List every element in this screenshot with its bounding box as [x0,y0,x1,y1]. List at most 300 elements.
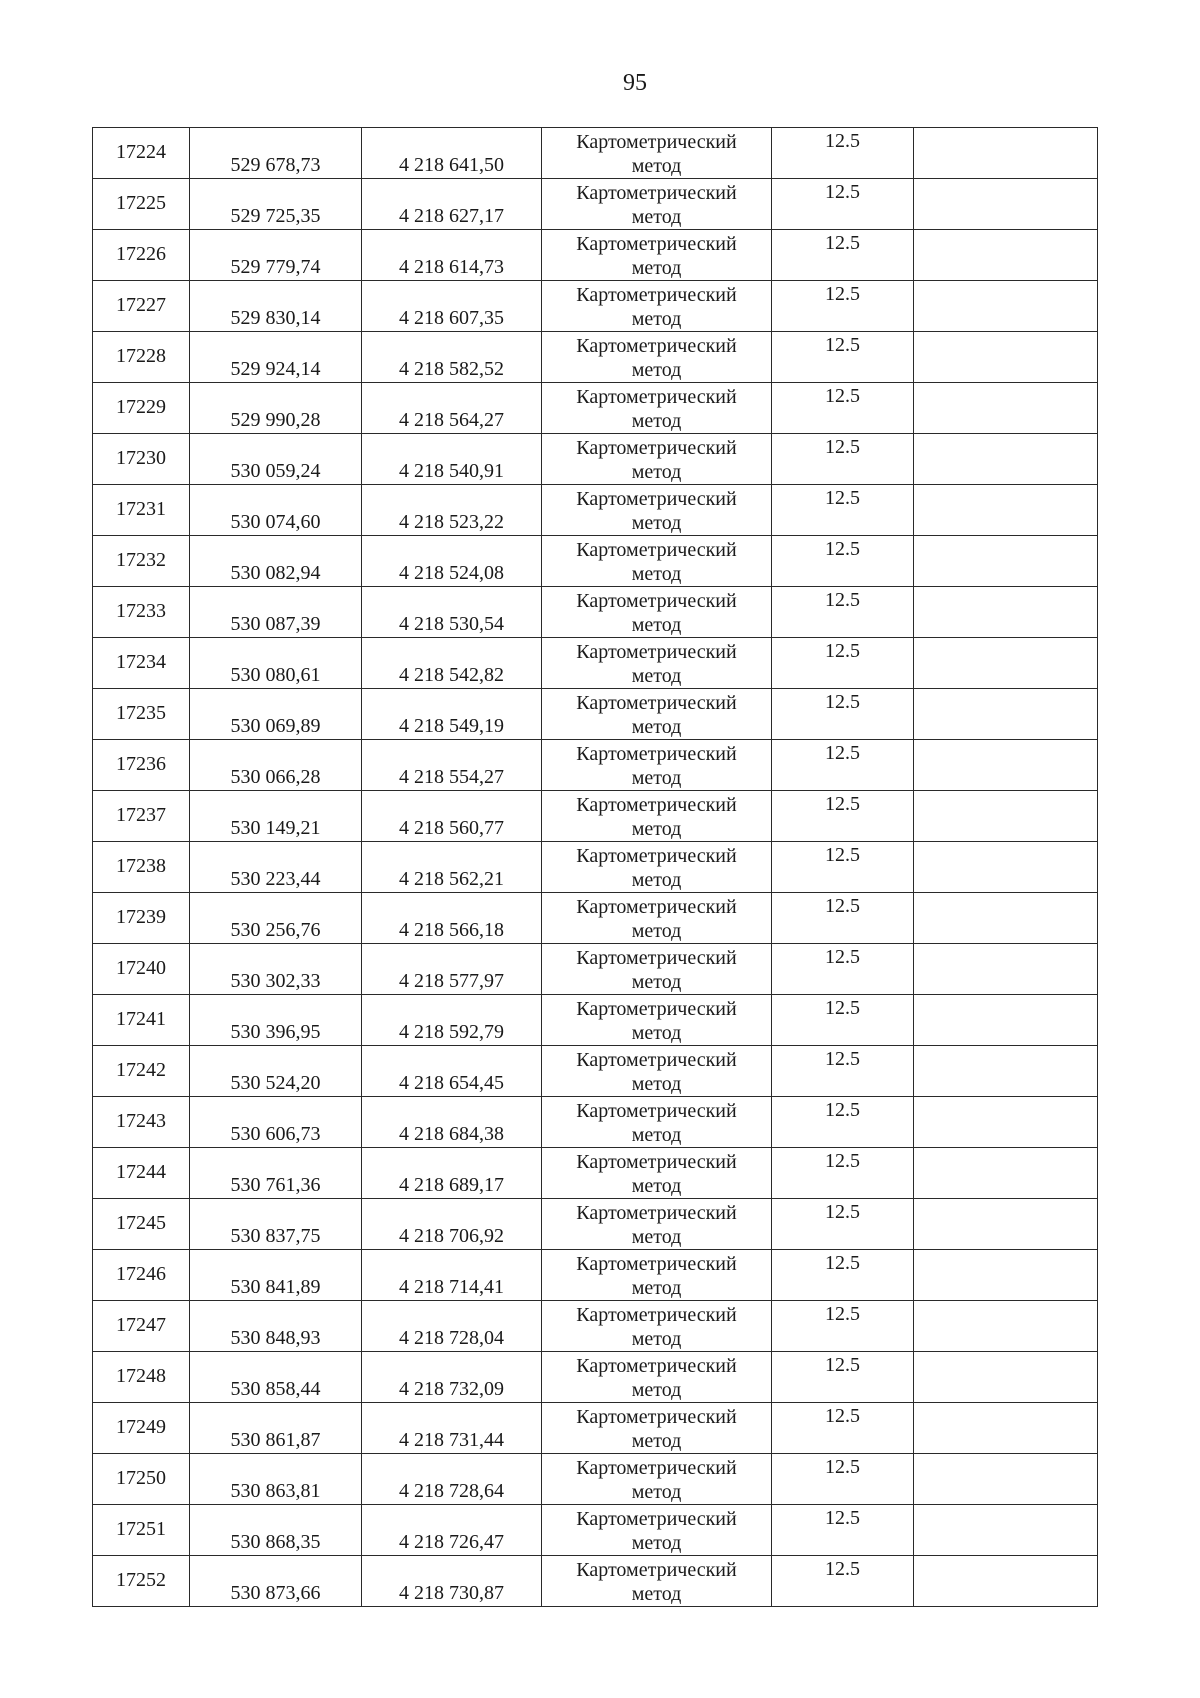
accuracy: 12.5 [825,385,860,407]
method-line-2: метод [631,1124,682,1146]
method-line-1: Картометрический [576,794,737,816]
point-number-cell [93,485,190,536]
y-coordinate: 4 218 654,45 [399,1072,504,1094]
note-cell [914,893,1098,944]
x-coordinate-cell [190,1454,362,1505]
table-row [93,791,1098,842]
table-row [93,1505,1098,1556]
method-line-2: метод [631,818,682,840]
y-coordinate: 4 218 641,50 [399,154,504,176]
x-coordinate: 530 761,36 [230,1174,321,1196]
x-coordinate-cell [190,230,362,281]
y-coordinate: 4 218 582,52 [399,358,504,380]
accuracy-cell [772,383,914,434]
method-cell [542,1148,772,1199]
accuracy-cell [772,689,914,740]
y-coordinate: 4 218 706,92 [399,1225,504,1247]
method [542,334,771,382]
point-number-cell [93,1556,190,1607]
x-coordinate-cell [190,1250,362,1301]
point-number: 17225 [116,192,166,214]
note-cell [914,1097,1098,1148]
method-cell [542,1199,772,1250]
point-number: 17239 [116,906,166,928]
x-coordinate: 530 082,94 [230,562,321,584]
method-line-2: метод [631,971,682,993]
accuracy-cell [772,1352,914,1403]
method [542,487,771,535]
accuracy-cell [772,1199,914,1250]
method [542,181,771,229]
method [542,1150,771,1198]
method-line-2: метод [631,716,682,738]
x-coordinate-cell [190,638,362,689]
point-number-cell [93,1250,190,1301]
y-coordinate-cell [362,944,542,995]
method-cell [542,1250,772,1301]
point-number-cell [93,1505,190,1556]
x-coordinate-cell [190,1097,362,1148]
x-coordinate-cell [190,485,362,536]
point-number: 17244 [116,1161,166,1183]
note-cell [914,1046,1098,1097]
accuracy-cell [772,230,914,281]
method-line-1: Картометрический [576,845,737,867]
y-coordinate: 4 218 577,97 [399,970,504,992]
accuracy-cell [772,638,914,689]
y-coordinate: 4 218 540,91 [399,460,504,482]
y-coordinate: 4 218 592,79 [399,1021,504,1043]
table-body [93,128,1098,1607]
x-coordinate-cell [190,434,362,485]
method-line-2: метод [631,1379,682,1401]
method-line-1: Картометрический [576,1355,737,1377]
point-number: 17226 [116,243,166,265]
point-number: 17247 [116,1314,166,1336]
y-coordinate: 4 218 714,41 [399,1276,504,1298]
method-line-1: Картометрический [576,488,737,510]
accuracy: 12.5 [825,640,860,662]
method-line-2: метод [631,563,682,585]
table-row [93,1046,1098,1097]
point-number: 17246 [116,1263,166,1285]
accuracy: 12.5 [825,436,860,458]
method-line-1: Картометрический [576,692,737,714]
method-line-2: метод [631,308,682,330]
accuracy-cell [772,1301,914,1352]
point-number-cell [93,128,190,179]
method-line-2: метод [631,1226,682,1248]
point-number-cell [93,1046,190,1097]
method [542,691,771,739]
accuracy-cell [772,128,914,179]
y-coordinate-cell [362,1352,542,1403]
method-line-1: Картометрический [576,1253,737,1275]
table-row [93,332,1098,383]
method-line-2: метод [631,1532,682,1554]
accuracy-cell [772,995,914,1046]
note-cell [914,587,1098,638]
point-number-cell [93,1352,190,1403]
method-cell [542,383,772,434]
point-number-cell [93,995,190,1046]
table-row [93,1301,1098,1352]
method-line-1: Картометрический [576,131,737,153]
x-coordinate: 529 990,28 [230,409,321,431]
accuracy-cell [772,1097,914,1148]
method-cell [542,536,772,587]
accuracy: 12.5 [825,1048,860,1070]
note-cell [914,1556,1098,1607]
x-coordinate-cell [190,740,362,791]
method-line-2: метод [631,1073,682,1095]
method [542,385,771,433]
method [542,1099,771,1147]
method [542,538,771,586]
accuracy: 12.5 [825,997,860,1019]
x-coordinate: 530 841,89 [230,1276,321,1298]
method-line-2: метод [631,767,682,789]
y-coordinate: 4 218 627,17 [399,205,504,227]
method-cell [542,1097,772,1148]
accuracy: 12.5 [825,1456,860,1478]
method-line-1: Картометрический [576,590,737,612]
point-number-cell [93,587,190,638]
method-cell [542,1301,772,1352]
accuracy: 12.5 [825,1150,860,1172]
y-coordinate-cell [362,893,542,944]
accuracy: 12.5 [825,334,860,356]
point-number: 17243 [116,1110,166,1132]
accuracy-cell [772,587,914,638]
note-cell [914,1454,1098,1505]
method-cell [542,434,772,485]
method [542,1048,771,1096]
accuracy-cell [772,1454,914,1505]
table-row [93,995,1098,1046]
point-number-cell [93,944,190,995]
accuracy-cell [772,1556,914,1607]
method-cell [542,230,772,281]
note-cell [914,842,1098,893]
table-row [93,842,1098,893]
method-line-2: метод [631,1481,682,1503]
point-number: 17245 [116,1212,166,1234]
method [542,844,771,892]
x-coordinate-cell [190,1301,362,1352]
method [542,130,771,178]
note-cell [914,740,1098,791]
method [542,436,771,484]
accuracy-cell [772,485,914,536]
method-line-1: Картометрический [576,335,737,357]
method-cell [542,638,772,689]
accuracy: 12.5 [825,895,860,917]
point-number-cell [93,740,190,791]
y-coordinate: 4 218 731,44 [399,1429,504,1451]
method [542,589,771,637]
y-coordinate-cell [362,842,542,893]
point-number: 17237 [116,804,166,826]
accuracy: 12.5 [825,538,860,560]
page-number: 95 [623,70,647,96]
x-coordinate-cell [190,791,362,842]
method-cell [542,1352,772,1403]
table-row [93,1199,1098,1250]
note-cell [914,485,1098,536]
coordinates-table [92,127,1098,1607]
x-coordinate: 530 256,76 [230,919,321,941]
y-coordinate: 4 218 562,21 [399,868,504,890]
y-coordinate: 4 218 549,19 [399,715,504,737]
note-cell [914,1199,1098,1250]
y-coordinate-cell [362,128,542,179]
x-coordinate-cell [190,842,362,893]
table-row [93,179,1098,230]
accuracy: 12.5 [825,1405,860,1427]
method [542,1201,771,1249]
method-cell [542,1403,772,1454]
note-cell [914,536,1098,587]
table-row [93,587,1098,638]
method-line-1: Картометрический [576,947,737,969]
point-number: 17236 [116,753,166,775]
point-number-cell [93,1097,190,1148]
y-coordinate: 4 218 566,18 [399,919,504,941]
y-coordinate-cell [362,638,542,689]
method-line-1: Картометрический [576,1304,737,1326]
method-line-1: Картометрический [576,896,737,918]
note-cell [914,179,1098,230]
accuracy-cell [772,1505,914,1556]
table-row [93,485,1098,536]
y-coordinate-cell [362,1199,542,1250]
method [542,1252,771,1300]
y-coordinate: 4 218 560,77 [399,817,504,839]
y-coordinate: 4 218 523,22 [399,511,504,533]
method [542,1405,771,1453]
y-coordinate-cell [362,1250,542,1301]
y-coordinate-cell [362,1301,542,1352]
accuracy-cell [772,536,914,587]
table-row [93,689,1098,740]
accuracy: 12.5 [825,844,860,866]
point-number-cell [93,893,190,944]
x-coordinate: 530 069,89 [230,715,321,737]
point-number: 17241 [116,1008,166,1030]
x-coordinate-cell [190,995,362,1046]
x-coordinate-cell [190,587,362,638]
x-coordinate-cell [190,893,362,944]
note-cell [914,638,1098,689]
accuracy: 12.5 [825,793,860,815]
point-number: 17249 [116,1416,166,1438]
x-coordinate: 530 223,44 [230,868,321,890]
y-coordinate-cell [362,1403,542,1454]
table-row [93,1454,1098,1505]
accuracy: 12.5 [825,1099,860,1121]
method-line-1: Картометрический [576,1151,737,1173]
note-cell [914,128,1098,179]
accuracy: 12.5 [825,1303,860,1325]
accuracy-cell [772,281,914,332]
method [542,232,771,280]
method-line-1: Картометрический [576,386,737,408]
method-line-2: метод [631,359,682,381]
method-line-1: Картометрический [576,641,737,663]
method-line-1: Картометрический [576,1100,737,1122]
method-line-2: метод [631,155,682,177]
method-line-1: Картометрический [576,998,737,1020]
x-coordinate: 530 606,73 [230,1123,321,1145]
x-coordinate: 530 873,66 [230,1582,321,1604]
accuracy-cell [772,434,914,485]
point-number-cell [93,1148,190,1199]
y-coordinate: 4 218 728,64 [399,1480,504,1502]
table-row [93,944,1098,995]
accuracy: 12.5 [825,1507,860,1529]
x-coordinate-cell [190,1556,362,1607]
x-coordinate-cell [190,689,362,740]
accuracy-cell [772,1403,914,1454]
x-coordinate-cell [190,944,362,995]
y-coordinate-cell [362,1505,542,1556]
note-cell [914,434,1098,485]
accuracy-cell [772,740,914,791]
y-coordinate-cell [362,332,542,383]
accuracy: 12.5 [825,1354,860,1376]
method-line-1: Картометрический [576,539,737,561]
method-line-1: Картометрический [576,233,737,255]
method-line-2: метод [631,1430,682,1452]
method-line-2: метод [631,1022,682,1044]
x-coordinate: 530 837,75 [230,1225,321,1247]
table-row [93,230,1098,281]
accuracy-cell [772,1148,914,1199]
point-number-cell [93,536,190,587]
method-line-2: метод [631,410,682,432]
method-cell [542,1556,772,1607]
note-cell [914,383,1098,434]
accuracy: 12.5 [825,742,860,764]
point-number: 17248 [116,1365,166,1387]
x-coordinate-cell [190,1046,362,1097]
y-coordinate-cell [362,536,542,587]
point-number-cell [93,842,190,893]
method [542,1507,771,1555]
x-coordinate: 529 924,14 [230,358,321,380]
method-line-2: метод [631,512,682,534]
x-coordinate: 530 066,28 [230,766,321,788]
point-number: 17242 [116,1059,166,1081]
table-row [93,1097,1098,1148]
table-row [93,383,1098,434]
accuracy-cell [772,791,914,842]
accuracy-cell [772,944,914,995]
note-cell [914,689,1098,740]
y-coordinate-cell [362,281,542,332]
point-number-cell [93,1199,190,1250]
y-coordinate-cell [362,995,542,1046]
method-cell [542,485,772,536]
method-line-1: Картометрический [576,284,737,306]
table-row [93,1148,1098,1199]
y-coordinate: 4 218 530,54 [399,613,504,635]
method [542,997,771,1045]
point-number-cell [93,281,190,332]
method [542,742,771,790]
point-number-cell [93,791,190,842]
table-row [93,1403,1098,1454]
method-line-2: метод [631,257,682,279]
y-coordinate: 4 218 564,27 [399,409,504,431]
note-cell [914,332,1098,383]
point-number: 17224 [116,141,166,163]
x-coordinate-cell [190,1352,362,1403]
y-coordinate-cell [362,230,542,281]
y-coordinate-cell [362,1454,542,1505]
y-coordinate: 4 218 684,38 [399,1123,504,1145]
method-line-2: метод [631,1277,682,1299]
method-line-1: Картометрический [576,1049,737,1071]
y-coordinate: 4 218 614,73 [399,256,504,278]
accuracy: 12.5 [825,130,860,152]
accuracy-cell [772,1046,914,1097]
note-cell [914,1505,1098,1556]
point-number: 17235 [116,702,166,724]
method-cell [542,893,772,944]
note-cell [914,1403,1098,1454]
y-coordinate-cell [362,434,542,485]
y-coordinate-cell [362,791,542,842]
method-cell [542,128,772,179]
y-coordinate: 4 218 689,17 [399,1174,504,1196]
point-number: 17229 [116,396,166,418]
method-line-2: метод [631,1175,682,1197]
method-line-1: Картометрический [576,437,737,459]
method [542,1558,771,1606]
accuracy-cell [772,179,914,230]
method-line-2: метод [631,1328,682,1350]
x-coordinate: 530 861,87 [230,1429,321,1451]
method [542,895,771,943]
point-number-cell [93,1403,190,1454]
y-coordinate-cell [362,1556,542,1607]
x-coordinate-cell [190,1199,362,1250]
point-number-cell [93,1301,190,1352]
x-coordinate: 530 524,20 [230,1072,321,1094]
method-cell [542,995,772,1046]
x-coordinate: 530 074,60 [230,511,321,533]
method-line-2: метод [631,665,682,687]
point-number: 17240 [116,957,166,979]
x-coordinate: 530 858,44 [230,1378,321,1400]
method-line-1: Картометрический [576,1406,737,1428]
method [542,1456,771,1504]
accuracy: 12.5 [825,487,860,509]
accuracy: 12.5 [825,1252,860,1274]
method-line-2: метод [631,206,682,228]
method-line-1: Картометрический [576,182,737,204]
method-cell [542,944,772,995]
accuracy: 12.5 [825,946,860,968]
method-line-2: метод [631,614,682,636]
accuracy-cell [772,893,914,944]
method-cell [542,587,772,638]
method-cell [542,791,772,842]
accuracy: 12.5 [825,691,860,713]
note-cell [914,1148,1098,1199]
